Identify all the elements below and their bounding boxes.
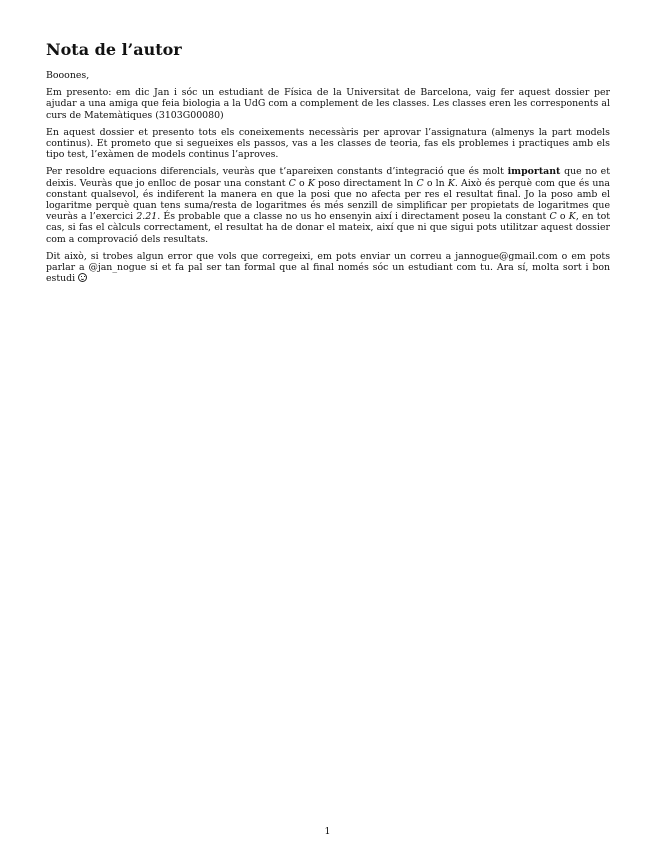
math-ln-k: K [447,177,455,189]
page-number: 1 [324,826,331,837]
contact-paragraph [46,251,610,285]
important-emphasis: important [507,166,561,178]
math-constant-k-2: K [568,211,576,223]
constants-text-e: o [295,177,308,189]
constants-text-k: . Això és perquè com que és una constant qualsevol, és indiferent la manera en que la posi que no afecta per res el resultat final. Jo la poso amb el logaritme perquè quan tens suma/resta de logaritmes és més senzill de simplificar per propietats de logaritmes que veuràs a l’exercici [46,177,611,223]
contact-text: Dit això, si trobes algun error que vols que corregeixi, em pots enviar un correu a jannogue@gmail.com o em pots parlar a @jan_nogue si et fa pal ser tan formal que al final només sóc un estudiant com tu. Ara sí, molta sort i bon estudi [46,250,610,285]
smiley-face-icon [78,273,87,282]
constants-text-i: o ln [423,177,448,189]
section-title: Nota de l’autor [46,40,182,59]
constants-text-g: poso directament ln [314,177,417,189]
document-page [46,40,610,290]
intro-paragraph: Em presento: em dic Jan i sóc un estudiant de Física de la Universitat de Barcelona, vaig fer aquest dossier per ajudar a una amiga que feia biologia a la UdG com a complement de les classes. Les classes eren les corresponents al curs de Matemàtiques (3103G00080) [46,87,610,121]
greeting-paragraph: Booones, [46,70,90,81]
constants-text-m: . És probable que a classe no us ho ensenyin així i directament poseu la constant [157,211,550,223]
constants-text-c: que no et deixis. Veuràs que jo enlloc de posar una constant [46,166,611,189]
constants-text-q: , en tot cas, si fas el càlculs correctament, el resultat ha de donar el mateix, així que ni que sigui pots utilitzar aquest dossier com a comprovació dels resultats. [46,211,610,245]
constants-paragraph [46,166,610,244]
math-constant-k: K [307,177,315,189]
math-constant-c: C [288,177,296,189]
math-ln-c: C [416,177,424,189]
constants-text-o: o [556,211,569,223]
constants-text-a: Per resoldre equacions diferencials, veuràs que t’apareixen constants d’integració que és molt [46,166,508,178]
dossier-paragraph: En aquest dossier et presento tots els coneixements necessàris per aprovar l’assignatura (almenys la part models continus). Et prometo que si segueixes els passos, vas a les classes de teoria, fas els problemes i practiques amb els tipo test, l’exàmen de models continus l’aproves. [46,126,610,161]
math-constant-c-2: C [549,211,557,223]
exercise-reference: 2.21 [136,211,158,223]
